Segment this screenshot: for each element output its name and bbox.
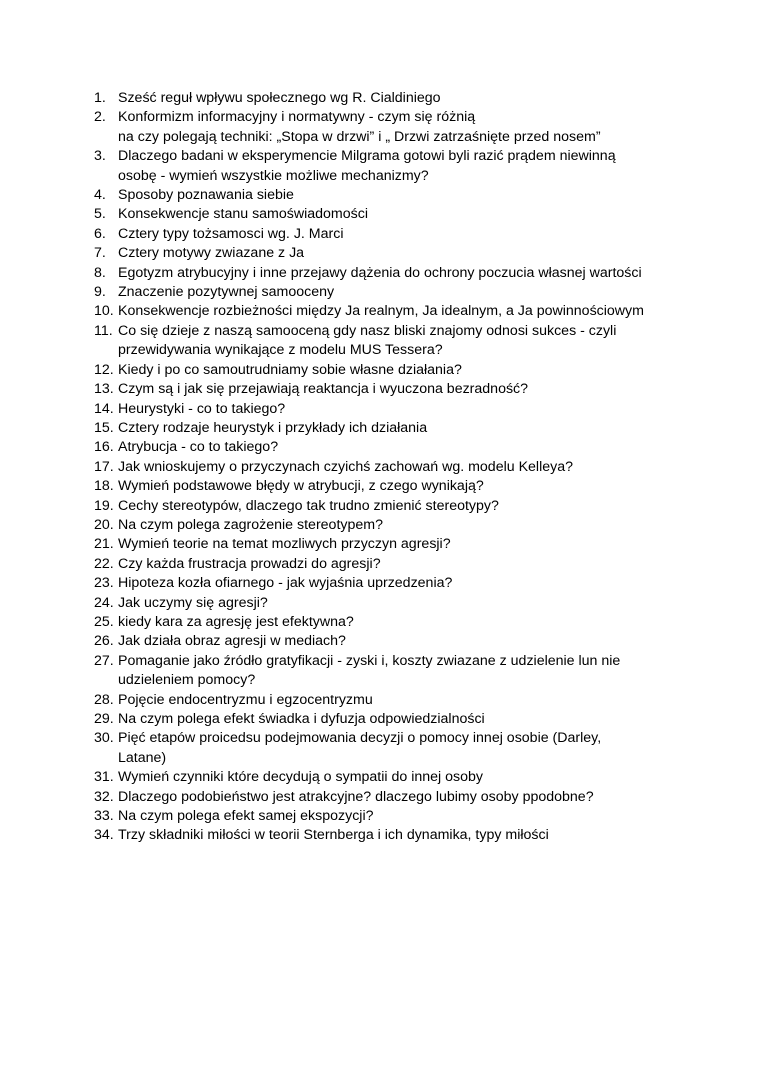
question-item	[94, 535, 694, 554]
question-text-line: Atrybucja - co to takiego?	[118, 439, 279, 456]
question-text	[118, 729, 694, 768]
question-text	[118, 458, 694, 477]
question-number: 26.	[94, 633, 114, 650]
question-item	[94, 768, 694, 787]
question-text-line: Dlaczego badani w eksperymencie Milgrama gotowi byli razić prądem niewinną	[118, 148, 616, 165]
question-text	[118, 574, 694, 593]
question-number: 13.	[94, 381, 114, 398]
question-number: 28.	[94, 691, 114, 708]
question-number: 27.	[94, 652, 114, 669]
question-text-line: Znaczenie pozytywnej samooceny	[118, 284, 335, 301]
question-text-line: Sposoby poznawania siebie	[118, 187, 294, 204]
question-item	[94, 147, 694, 186]
question-number: 14.	[94, 400, 114, 417]
question-item	[94, 108, 694, 147]
question-text	[118, 555, 694, 574]
question-text	[118, 788, 694, 807]
question-number: 2.	[94, 109, 106, 126]
question-number: 9.	[94, 284, 106, 301]
question-item	[94, 788, 694, 807]
question-text	[118, 632, 694, 651]
question-text-line: Pojęcie endocentryzmu i egzocentryzmu	[118, 691, 373, 708]
question-text	[118, 322, 694, 361]
question-text	[118, 594, 694, 613]
question-text	[118, 380, 694, 399]
question-number: 32.	[94, 788, 114, 805]
question-text	[118, 89, 694, 108]
question-text-line: Jak uczymy się agresji?	[118, 594, 268, 611]
question-item	[94, 729, 694, 768]
question-text-line: Cztery typy tożsamosci wg. J. Marci	[118, 225, 344, 242]
question-text-line: osobę - wymień wszystkie możliwe mechanizmy?	[118, 167, 429, 184]
question-number: 34.	[94, 827, 114, 844]
question-text	[118, 691, 694, 710]
question-list	[94, 89, 694, 846]
question-text-line: kiedy kara za agresję jest efektywna?	[118, 613, 354, 630]
question-number: 15.	[94, 419, 114, 436]
question-text-line: Wymień teorie na temat mozliwych przyczyn agresji?	[118, 536, 451, 553]
question-text	[118, 186, 694, 205]
question-text	[118, 497, 694, 516]
question-item	[94, 516, 694, 535]
question-item	[94, 283, 694, 302]
question-text	[118, 147, 694, 186]
question-text-line: Kiedy i po co samoutrudniamy sobie własne działania?	[118, 361, 462, 378]
question-item	[94, 807, 694, 826]
question-text-line: Trzy składniki miłości w teorii Sternberga i ich dynamika, typy miłości	[118, 827, 549, 844]
question-number: 16.	[94, 439, 114, 456]
question-number: 18.	[94, 478, 114, 495]
question-number: 20.	[94, 516, 114, 533]
question-item	[94, 89, 694, 108]
question-text	[118, 652, 694, 691]
question-number: 6.	[94, 225, 106, 242]
question-item	[94, 438, 694, 457]
question-item	[94, 302, 694, 321]
question-item	[94, 710, 694, 729]
question-text-line: Cztery rodzaje heurystyk i przykłady ich działania	[118, 419, 428, 436]
question-text-line: Czy każda frustracja prowadzi do agresji?	[118, 555, 381, 572]
question-text-line: Sześć reguł wpływu społecznego wg R. Cialdiniego	[118, 90, 441, 106]
question-text-line: Wymień podstawowe błędy w atrybucji, z czego wynikają?	[118, 478, 484, 495]
question-text	[118, 535, 694, 554]
question-item	[94, 322, 694, 361]
question-number: 7.	[94, 245, 106, 262]
question-text-line: Konsekwencje rozbieżności między Ja realnym, Ja idealnym, a Ja powinnościowym	[118, 303, 644, 320]
question-item	[94, 400, 694, 419]
question-number: 8.	[94, 264, 106, 281]
question-text	[118, 225, 694, 244]
question-text	[118, 205, 694, 224]
question-text	[118, 419, 694, 438]
question-text-line: Konsekwencje stanu samoświadomości	[118, 206, 368, 223]
question-text-line: Pięć etapów proicedsu podejmowania decyzji o pomocy innej osobie (Darley,	[118, 730, 602, 747]
question-text	[118, 477, 694, 496]
question-item	[94, 594, 694, 613]
question-item	[94, 613, 694, 632]
question-item	[94, 555, 694, 574]
question-item	[94, 225, 694, 244]
question-number: 5.	[94, 206, 106, 223]
question-text-line: Na czym polega zagrożenie stereotypem?	[118, 516, 383, 533]
question-item	[94, 264, 694, 283]
question-item	[94, 361, 694, 380]
question-text-line: Czym są i jak się przejawiają reaktancja i wyuczona bezradność?	[118, 381, 529, 398]
question-text-line: na czy polegają techniki: „Stopa w drzwi” i „ Drzwi zatrzaśnięte przed nosem”	[118, 128, 601, 145]
question-text-line: Pomaganie jako źródło gratyfikacji - zyski i, koszty zwiazane z udzielenie lun nie	[118, 652, 621, 669]
question-text	[118, 768, 694, 787]
question-item	[94, 477, 694, 496]
question-number: 1.	[94, 90, 106, 106]
question-item	[94, 497, 694, 516]
question-text	[118, 264, 694, 283]
question-number: 29.	[94, 711, 114, 727]
question-item	[94, 380, 694, 399]
question-text-line: Wymień czynniki które decydują o sympatii do innej osoby	[118, 769, 483, 786]
question-number: 4.	[94, 187, 106, 204]
question-text-line: Cechy stereotypów, dlaczego tak trudno zmienić stereotypy?	[118, 497, 499, 514]
question-number: 30.	[94, 730, 114, 747]
question-text-line: Heurystyki - co to takiego?	[118, 400, 286, 417]
question-number: 12.	[94, 361, 114, 378]
question-item	[94, 205, 694, 224]
question-number: 24.	[94, 594, 114, 611]
question-text-line: przewidywania wynikające z modelu MUS Tessera?	[118, 342, 443, 359]
question-text	[118, 807, 694, 826]
question-number: 22.	[94, 555, 114, 572]
question-text-line: Cztery motywy zwiazane z Ja	[118, 245, 305, 262]
question-number: 31.	[94, 769, 114, 786]
question-text	[118, 516, 694, 535]
question-text	[118, 613, 694, 632]
question-text-line: Dlaczego podobieństwo jest atrakcyjne? dlaczego lubimy osoby ppodobne?	[118, 788, 594, 805]
question-item	[94, 574, 694, 593]
question-text	[118, 283, 694, 302]
question-item	[94, 458, 694, 477]
question-item	[94, 632, 694, 651]
question-number: 25.	[94, 613, 114, 630]
question-text-line: Jak wnioskujemy o przyczynach czyichś zachowań wg. modelu Kelleya?	[118, 458, 573, 475]
question-text-line: Na czym polega efekt samej ekspozycji?	[118, 808, 374, 825]
question-number: 19.	[94, 497, 114, 514]
question-text	[118, 244, 694, 263]
question-item	[94, 244, 694, 263]
question-text	[118, 710, 694, 729]
question-number: 17.	[94, 458, 114, 475]
question-text-line: Na czym polega efekt świadka i dyfuzja odpowiedzialności	[118, 711, 485, 727]
question-item	[94, 652, 694, 691]
question-text	[118, 438, 694, 457]
question-text-line: Hipoteza kozła ofiarnego - jak wyjaśnia uprzedzenia?	[118, 575, 453, 592]
question-item	[94, 691, 694, 710]
question-number: 21.	[94, 536, 114, 553]
question-item	[94, 826, 694, 845]
question-number: 33.	[94, 808, 114, 825]
question-text	[118, 826, 694, 845]
question-text	[118, 302, 694, 321]
question-text-line: Konformizm informacyjny i normatywny - czym się różnią	[118, 109, 476, 126]
question-number: 11.	[94, 322, 113, 339]
question-text-line: Co się dzieje z naszą samooceną gdy nasz bliski znajomy odnosi sukces - czyli	[118, 322, 617, 339]
question-text-line: Jak działa obraz agresji w mediach?	[118, 633, 346, 650]
question-text-line: Egotyzm atrybucyjny i inne przejawy dążenia do ochrony poczucia własnej wartości	[118, 264, 642, 281]
question-text	[118, 361, 694, 380]
question-item	[94, 186, 694, 205]
question-text	[118, 400, 694, 419]
question-text	[118, 108, 694, 147]
question-number: 10.	[94, 303, 114, 320]
question-item	[94, 419, 694, 438]
question-number: 23.	[94, 575, 114, 592]
question-text-line: Latane)	[118, 749, 167, 766]
question-number: 3.	[94, 148, 106, 165]
question-text-line: udzieleniem pomocy?	[118, 672, 256, 689]
